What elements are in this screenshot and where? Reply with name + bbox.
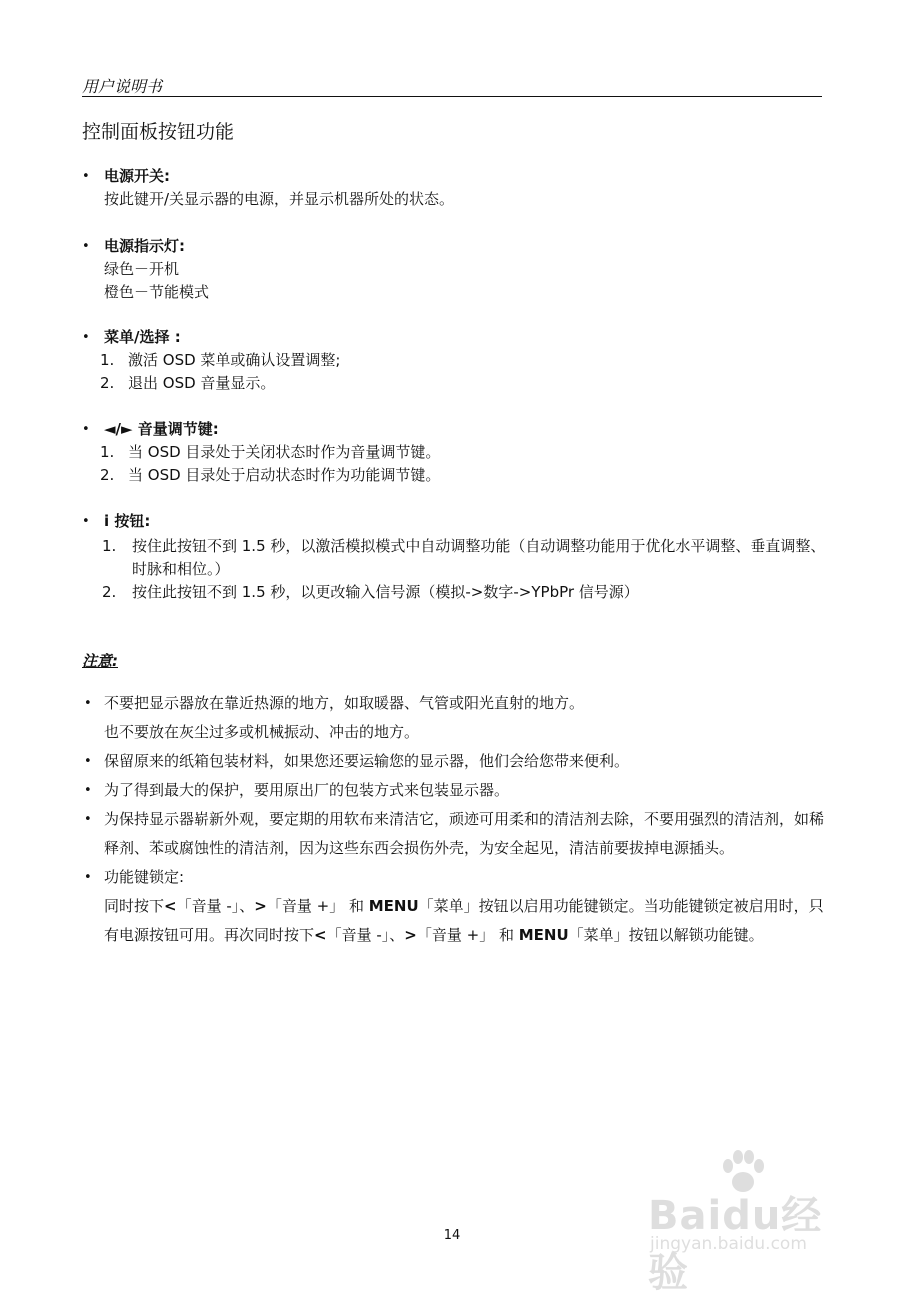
note-item: • 功能键锁定: [82, 863, 824, 892]
section-power-switch [82, 165, 832, 211]
item-number: 1. [102, 537, 117, 555]
lock-key-menu: MENU [518, 926, 569, 944]
item-text: 退出 OSD 音量显示。 [128, 374, 276, 392]
notes-heading: 注意: [82, 652, 118, 670]
note-lock-description [82, 892, 824, 950]
lock-key-menu: MENU [368, 897, 419, 915]
section-volume-keys [82, 418, 832, 487]
numbered-item [82, 349, 832, 372]
notes-list [82, 689, 824, 950]
item-text: 按住此按钮不到 1.5 秒，以更改输入信号源（模拟->数字->YPbPr 信号源） [132, 583, 639, 601]
item-number: 1. [100, 351, 115, 369]
item-text: 按住此按钮不到 1.5 秒，以激活模拟模式中自动调整功能（自动调整功能用于优化水平调整、垂直调整、时脉和相位。） [132, 537, 826, 578]
baidu-watermark [640, 1150, 860, 1296]
lock-text: 「菜单」按钮以解锁功能键。 [568, 926, 764, 944]
watermark-url: jingyan.baidu.com [650, 1234, 807, 1254]
section-heading: • ◄/► 音量调节键: [82, 418, 832, 441]
section-power-indicator [82, 235, 832, 304]
section-heading: • 电源指示灯: [82, 235, 832, 258]
running-header: 用户说明书 [82, 77, 163, 96]
numbered-item [82, 464, 832, 487]
lock-key-right: > [404, 926, 417, 944]
item-number: 2. [102, 583, 117, 601]
lock-text: 「音量 +」 和 [266, 897, 369, 915]
note-item: • 保留原来的纸箱包装材料，如果您还要运输您的显示器，他们会给您带来便利。 [82, 747, 824, 776]
section-line: 按此键开/关显示器的电源，并显示机器所处的状态。 [104, 190, 455, 208]
section-line: 橙色－节能模式 [104, 283, 210, 301]
note-item: • 为保持显示器崭新外观，要定期的用软布来清洁它，顽迹可用柔和的清洁剂去除，不要用强烈的清洁剂，如稀释剂、苯或腐蚀性的清洁剂，因为这些东西会损伤外壳，为安全起见，清洁前要拔掉电源插头。 [82, 805, 824, 863]
item-text: 当 OSD 目录处于启动状态时作为功能调节键。 [128, 466, 441, 484]
section-heading: • i 按钮: [82, 510, 832, 533]
page-number: 14 [443, 1228, 461, 1243]
numbered-item [82, 581, 832, 604]
note-continuation: 也不要放在灰尘过多或机械振动、冲击的地方。 [104, 723, 420, 741]
section-menu-select [82, 326, 832, 395]
note-item: • 不要把显示器放在靠近热源的地方，如取暖器、气管或阳光直射的地方。 [82, 689, 824, 718]
item-number: 2. [100, 466, 115, 484]
item-number: 2. [100, 374, 115, 392]
section-line: 绿色－开机 [104, 260, 180, 278]
item-text: 激活 OSD 菜单或确认设置调整; [128, 351, 341, 369]
lock-key-right: > [254, 897, 267, 915]
numbered-item [82, 441, 832, 464]
lock-text: 同时按下 [104, 897, 165, 915]
section-heading: • 菜单/选择 : [82, 326, 832, 349]
watermark-brand: Baidu经验 [648, 1193, 823, 1296]
lock-text: 「菜单」按钮以启用功能键锁定。当功能键锁定被启用时，只有电源按钮可用。再次同时按下 [104, 897, 824, 944]
lock-text: 「音量 -」、 [326, 926, 405, 944]
item-text: 当 OSD 目录处于关闭状态时作为音量调节键。 [128, 443, 441, 461]
lock-text: 「音量 -」、 [176, 897, 255, 915]
lock-key-left: < [164, 897, 177, 915]
header-rule [82, 96, 822, 97]
numbered-item [82, 372, 832, 395]
numbered-item [82, 535, 832, 581]
item-number: 1. [100, 443, 115, 461]
section-heading: • 电源开关: [82, 165, 832, 188]
section-i-button [82, 510, 832, 604]
note-item: • 为了得到最大的保护，要用原出厂的包装方式来包装显示器。 [82, 776, 824, 805]
lock-text: 「音量 +」 和 [416, 926, 519, 944]
lock-key-left: < [314, 926, 327, 944]
page-title: 控制面板按钮功能 [82, 121, 235, 143]
